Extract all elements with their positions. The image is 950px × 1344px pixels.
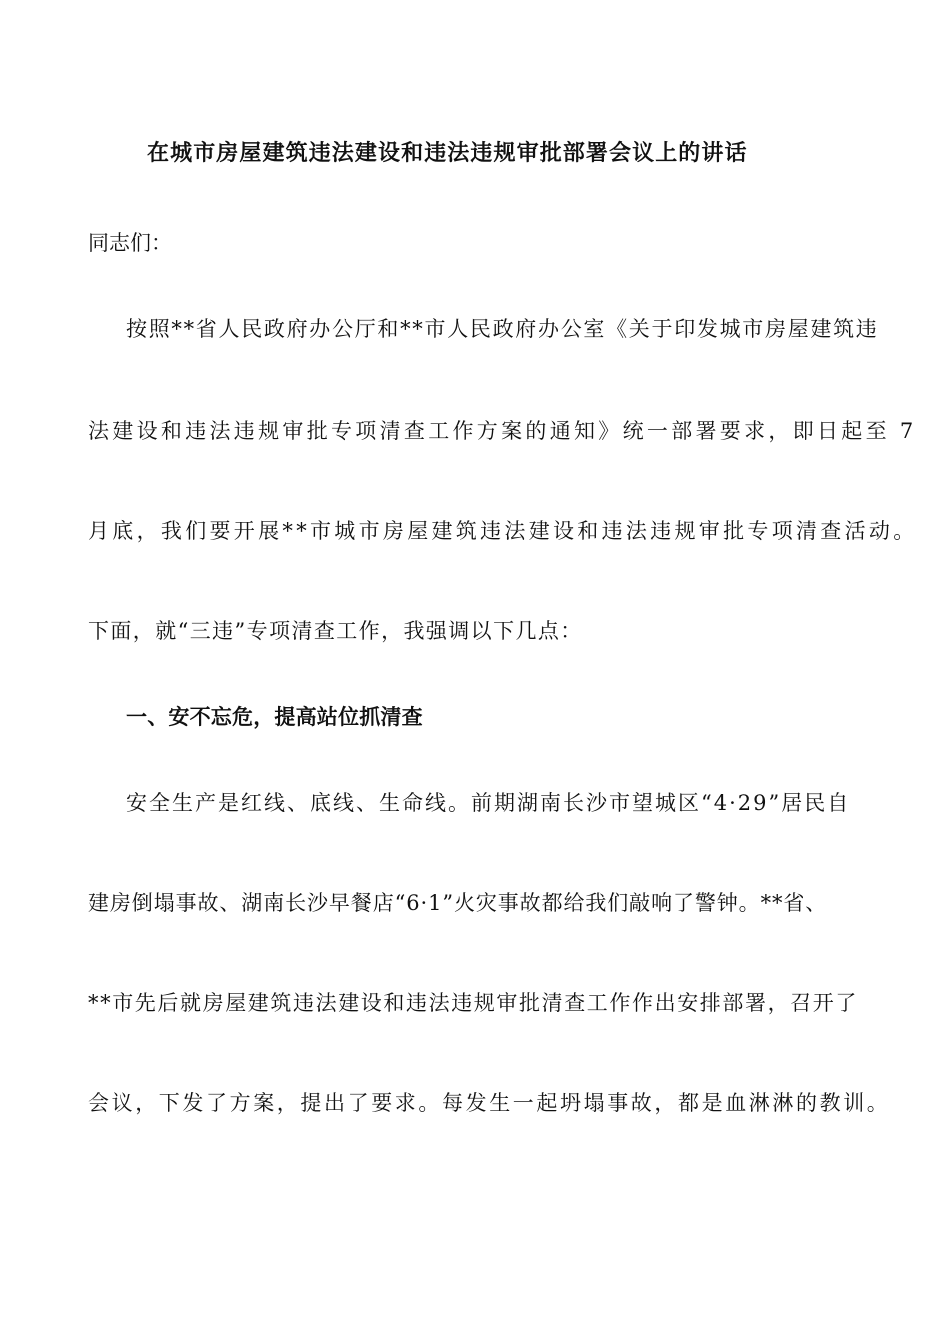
salutation: 同志们： xyxy=(88,231,172,255)
paragraph-line: 月底，我们要开展**市城市房屋建筑违法建设和违法违规审批专项清查活动。 xyxy=(88,519,918,543)
paragraph-line: 建房倒塌事故、湖南长沙早餐店“6·1”火灾事故都给我们敲响了警钟。**省、 xyxy=(88,891,828,915)
paragraph-line: 法建设和违法违规审批专项清查工作方案的通知》统一部署要求，即日起至 7 xyxy=(88,419,917,443)
document-title: 在城市房屋建筑违法建设和违法违规审批部署会议上的讲话 xyxy=(147,140,748,166)
paragraph-line: **市先后就房屋建筑违法建设和违法违规审批清查工作作出安排部署，召开了 xyxy=(88,991,858,1015)
paragraph-line: 下面，就“三违”专项清查工作，我强调以下几点： xyxy=(88,619,583,643)
paragraph-line: 安全生产是红线、底线、生命线。前期湖南长沙市望城区“4·29”居民自 xyxy=(126,791,851,815)
paragraph-line: 会议，下发了方案，提出了要求。每发生一起坍塌事故，都是血淋淋的教训。 xyxy=(88,1091,891,1115)
paragraph-line: 按照**省人民政府办公厅和**市人民政府办公室《关于印发城市房屋建筑违 xyxy=(126,317,879,341)
section-heading: 一、安不忘危，提高站位抓清查 xyxy=(126,704,423,729)
